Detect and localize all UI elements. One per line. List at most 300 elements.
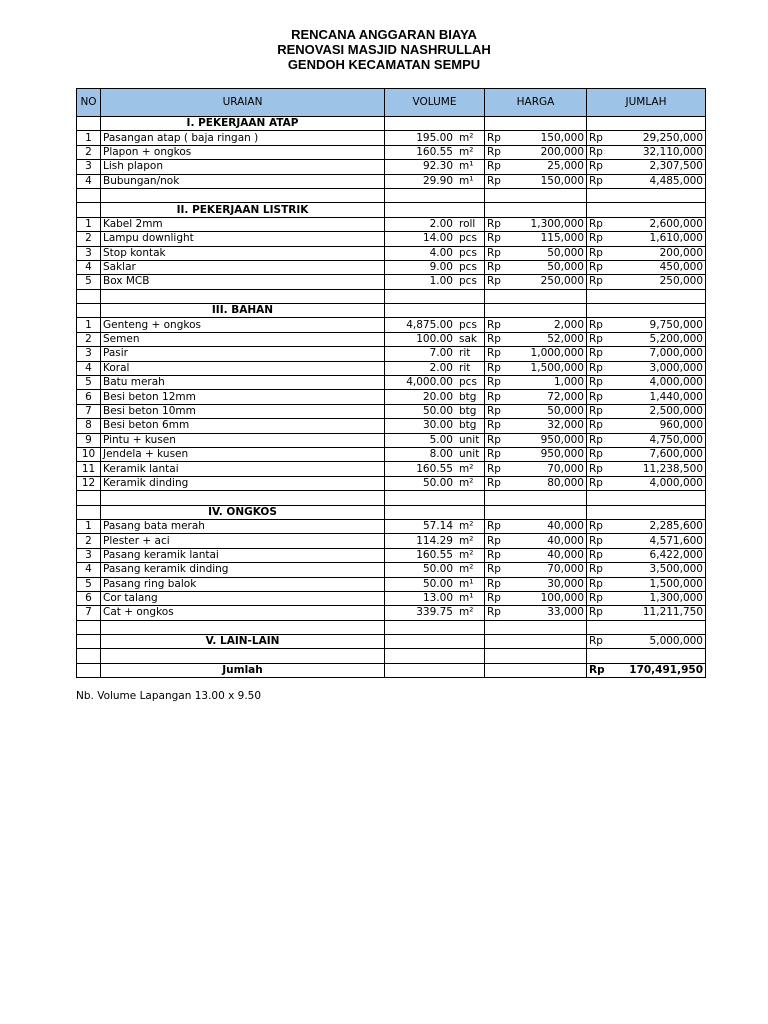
currency-label: Rp xyxy=(589,376,603,389)
empty-cell xyxy=(587,491,706,505)
item-volume xyxy=(385,174,485,188)
item-harga-content xyxy=(487,606,584,619)
item-no: 3 xyxy=(77,548,101,562)
item-harga xyxy=(485,462,587,476)
volume-unit: m² xyxy=(459,534,474,547)
item-volume xyxy=(385,462,485,476)
item-no: 4 xyxy=(77,260,101,274)
item-harga xyxy=(485,376,587,390)
item-harga xyxy=(485,361,587,375)
currency-label: Rp xyxy=(487,592,501,605)
empty-cell xyxy=(587,117,706,131)
currency-label: Rp xyxy=(487,606,501,619)
item-harga xyxy=(485,217,587,231)
currency-label: Rp xyxy=(487,433,501,446)
item-jumlah-content xyxy=(589,175,703,188)
section-title: II. PEKERJAAN LISTRIK xyxy=(101,203,385,217)
volume-unit: btg xyxy=(459,390,477,403)
item-harga-value: 25,000 xyxy=(547,160,584,173)
document-title: RENCANA ANGGARAN BIAYA xyxy=(291,27,477,42)
volume-value: 4,000.00 xyxy=(406,376,453,389)
item-description: Bubungan/nok xyxy=(101,174,385,188)
item-volume xyxy=(385,145,485,159)
item-harga-content xyxy=(487,535,584,548)
item-jumlah xyxy=(587,447,706,461)
item-no: 9 xyxy=(77,433,101,447)
currency-label: Rp xyxy=(487,145,501,158)
item-jumlah xyxy=(587,260,706,274)
item-harga xyxy=(485,548,587,562)
item-jumlah-content xyxy=(589,218,703,231)
table-row xyxy=(77,246,706,260)
item-no: 7 xyxy=(77,404,101,418)
empty-cell xyxy=(77,117,101,131)
header-volume: VOLUME xyxy=(385,89,485,117)
item-harga xyxy=(485,318,587,332)
table-row xyxy=(77,548,706,562)
currency-label: Rp xyxy=(487,217,501,230)
table-header-row xyxy=(77,89,706,117)
empty-cell xyxy=(485,491,587,505)
item-harga xyxy=(485,232,587,246)
item-harga xyxy=(485,447,587,461)
item-no: 5 xyxy=(77,577,101,591)
item-description: Pasir xyxy=(101,347,385,361)
volume-unit: m¹ xyxy=(459,577,474,590)
table-row xyxy=(77,419,706,433)
item-jumlah-content xyxy=(589,347,703,360)
item-volume xyxy=(385,376,485,390)
table-row xyxy=(77,376,706,390)
empty-cell xyxy=(385,620,485,634)
spacer-row xyxy=(77,188,706,202)
volume-value: 20.00 xyxy=(422,390,453,403)
item-description: Pasangan atap ( baja ringan ) xyxy=(101,131,385,145)
currency-label: Rp xyxy=(487,361,501,374)
item-harga xyxy=(485,476,587,490)
volume-value: 7.00 xyxy=(429,347,453,360)
volume-value: 29.90 xyxy=(422,174,453,187)
currency-label: Rp xyxy=(487,347,501,360)
item-no: 12 xyxy=(77,476,101,490)
currency-label: Rp xyxy=(589,217,603,230)
volume-unit: btg xyxy=(459,419,477,432)
item-harga xyxy=(485,160,587,174)
item-description: Semen xyxy=(101,332,385,346)
item-harga-content xyxy=(487,592,584,605)
table-row xyxy=(77,433,706,447)
item-jumlah-value: 2,307,500 xyxy=(649,160,703,173)
item-description: Cor talang xyxy=(101,591,385,605)
empty-cell xyxy=(385,203,485,217)
currency-label: Rp xyxy=(589,520,603,533)
volume-unit: pcs xyxy=(459,376,477,389)
item-harga xyxy=(485,145,587,159)
volume-value: 13.00 xyxy=(422,592,453,605)
item-harga-value: 200,000 xyxy=(540,145,584,158)
total-jumlah-content xyxy=(589,664,703,677)
item-volume xyxy=(385,519,485,533)
item-harga xyxy=(485,606,587,620)
item-harga xyxy=(485,419,587,433)
volume-unit: m² xyxy=(459,548,474,561)
currency-label: Rp xyxy=(589,476,603,489)
item-harga-value: 1,000,000 xyxy=(530,347,584,360)
item-jumlah-content xyxy=(589,592,703,605)
item-jumlah-value: 1,440,000 xyxy=(649,390,703,403)
item-no: 1 xyxy=(77,217,101,231)
currency-label: Rp xyxy=(487,390,501,403)
table-row xyxy=(77,563,706,577)
item-jumlah-value: 250,000 xyxy=(659,275,703,288)
item-jumlah-content xyxy=(589,160,703,173)
empty-cell xyxy=(587,304,706,318)
item-volume xyxy=(385,606,485,620)
empty-cell xyxy=(587,505,706,519)
item-description: Cat + ongkos xyxy=(101,606,385,620)
table-row xyxy=(77,318,706,332)
item-jumlah xyxy=(587,563,706,577)
item-harga-value: 50,000 xyxy=(547,405,584,417)
item-no: 6 xyxy=(77,591,101,605)
item-harga-value: 40,000 xyxy=(547,548,584,561)
item-description: Besi beton 6mm xyxy=(101,419,385,433)
item-harga-content xyxy=(487,405,584,418)
currency-label: Rp xyxy=(487,131,501,144)
item-jumlah xyxy=(587,332,706,346)
item-jumlah-value: 960,000 xyxy=(659,419,703,432)
item-jumlah-value: 6,422,000 xyxy=(649,548,703,561)
volume-value: 2.00 xyxy=(429,361,453,374)
volume-unit: unit xyxy=(459,448,480,461)
item-jumlah-content xyxy=(589,463,703,476)
item-jumlah-value: 11,238,500 xyxy=(642,462,703,475)
item-harga-value: 150,000 xyxy=(540,131,584,144)
item-harga-value: 72,000 xyxy=(547,390,584,403)
section-header-row xyxy=(77,505,706,519)
section-title: IV. ONGKOS xyxy=(101,505,385,519)
item-harga-content xyxy=(487,477,584,490)
item-jumlah-content xyxy=(589,448,703,461)
item-jumlah xyxy=(587,217,706,231)
item-harga-content xyxy=(487,319,584,332)
table-body xyxy=(77,117,706,678)
item-harga-content xyxy=(487,549,584,562)
item-jumlah xyxy=(587,246,706,260)
total-label: Jumlah xyxy=(101,663,385,677)
empty-cell xyxy=(485,649,587,663)
header-harga: HARGA xyxy=(485,89,587,117)
item-volume xyxy=(385,260,485,274)
empty-cell xyxy=(485,635,587,649)
item-description: Besi beton 10mm xyxy=(101,404,385,418)
item-harga-value: 70,000 xyxy=(547,563,584,576)
item-jumlah xyxy=(587,419,706,433)
item-volume xyxy=(385,577,485,591)
table-row xyxy=(77,131,706,145)
item-description: Plapon + ongkos xyxy=(101,145,385,159)
item-jumlah xyxy=(587,232,706,246)
item-harga xyxy=(485,591,587,605)
item-description: Pintu + kusen xyxy=(101,433,385,447)
item-jumlah xyxy=(587,131,706,145)
volume-unit: pcs xyxy=(459,275,477,288)
item-harga-value: 40,000 xyxy=(547,534,584,547)
item-jumlah-content xyxy=(589,563,703,576)
empty-cell xyxy=(485,203,587,217)
currency-label: Rp xyxy=(589,131,603,144)
table-row xyxy=(77,260,706,274)
header-uraian: URAIAN xyxy=(101,89,385,117)
item-description: Box MCB xyxy=(101,275,385,289)
empty-cell xyxy=(385,505,485,519)
volume-value: 8.00 xyxy=(429,448,453,461)
item-jumlah-content xyxy=(589,362,703,375)
currency-label: Rp xyxy=(589,232,603,245)
table-row xyxy=(77,390,706,404)
volume-value: 114.29 xyxy=(416,534,453,547)
lain-lain-jumlah-value: 5,000,000 xyxy=(649,635,703,648)
item-harga-value: 40,000 xyxy=(547,520,584,533)
currency-label: Rp xyxy=(589,635,603,648)
item-description: Pasang keramik dinding xyxy=(101,563,385,577)
currency-label: Rp xyxy=(487,160,501,173)
item-harga-content xyxy=(487,160,584,173)
item-jumlah-value: 3,500,000 xyxy=(649,563,703,576)
table-row xyxy=(77,591,706,605)
currency-label: Rp xyxy=(589,390,603,403)
item-harga xyxy=(485,275,587,289)
volume-unit: m² xyxy=(459,606,474,619)
currency-label: Rp xyxy=(589,318,603,331)
currency-label: Rp xyxy=(487,462,501,475)
item-no: 1 xyxy=(77,131,101,145)
currency-label: Rp xyxy=(589,577,603,590)
volume-value: 9.00 xyxy=(429,261,453,274)
item-jumlah-value: 4,000,000 xyxy=(649,476,703,489)
item-volume xyxy=(385,332,485,346)
volume-unit: m¹ xyxy=(459,160,474,173)
item-description: Pasang bata merah xyxy=(101,519,385,533)
item-harga-content xyxy=(487,434,584,447)
item-harga-content xyxy=(487,578,584,591)
empty-cell xyxy=(485,117,587,131)
item-jumlah xyxy=(587,347,706,361)
item-harga xyxy=(485,332,587,346)
item-jumlah-content xyxy=(589,261,703,274)
item-harga-value: 1,000 xyxy=(553,376,584,389)
item-jumlah xyxy=(587,275,706,289)
volume-unit: rit xyxy=(459,361,471,374)
item-description: Pasang keramik lantai xyxy=(101,548,385,562)
item-harga-content xyxy=(487,275,584,288)
item-harga xyxy=(485,563,587,577)
item-description: Lish plapon xyxy=(101,160,385,174)
item-jumlah-value: 1,500,000 xyxy=(649,577,703,590)
item-jumlah xyxy=(587,462,706,476)
currency-label: Rp xyxy=(589,347,603,360)
currency-label: Rp xyxy=(487,577,501,590)
item-volume xyxy=(385,534,485,548)
volume-value: 50.00 xyxy=(422,577,453,590)
volume-unit: m² xyxy=(459,462,474,475)
empty-cell xyxy=(77,289,101,303)
currency-label: Rp xyxy=(487,318,501,331)
empty-cell xyxy=(385,289,485,303)
currency-label: Rp xyxy=(589,664,605,677)
item-jumlah-value: 5,200,000 xyxy=(649,333,703,346)
total-jumlah xyxy=(587,663,706,677)
item-jumlah-content xyxy=(589,419,703,432)
item-jumlah-content xyxy=(589,405,703,418)
item-harga-value: 950,000 xyxy=(540,433,584,446)
item-description: Koral xyxy=(101,361,385,375)
item-jumlah xyxy=(587,145,706,159)
table-row xyxy=(77,232,706,246)
volume-unit: roll xyxy=(459,217,476,230)
volume-unit: m² xyxy=(459,131,474,144)
volume-value: 4.00 xyxy=(429,246,453,259)
item-jumlah xyxy=(587,433,706,447)
item-harga-value: 1,300,000 xyxy=(530,217,584,230)
item-volume xyxy=(385,390,485,404)
currency-label: Rp xyxy=(487,333,501,346)
item-harga-value: 52,000 xyxy=(547,333,584,346)
currency-label: Rp xyxy=(487,261,501,274)
table-row xyxy=(77,174,706,188)
item-harga xyxy=(485,246,587,260)
item-no: 4 xyxy=(77,361,101,375)
item-harga-value: 30,000 xyxy=(547,577,584,590)
item-no: 2 xyxy=(77,145,101,159)
volume-value: 50.00 xyxy=(422,405,453,417)
item-harga xyxy=(485,534,587,548)
item-jumlah-content xyxy=(589,319,703,332)
header-jumlah: JUMLAH xyxy=(587,89,706,117)
item-description: Jendela + kusen xyxy=(101,447,385,461)
currency-label: Rp xyxy=(589,419,603,432)
currency-label: Rp xyxy=(487,376,501,389)
item-volume xyxy=(385,232,485,246)
item-jumlah-value: 4,750,000 xyxy=(649,433,703,446)
empty-cell xyxy=(77,203,101,217)
item-harga-value: 50,000 xyxy=(547,261,584,274)
item-no: 1 xyxy=(77,318,101,332)
item-jumlah xyxy=(587,476,706,490)
volume-unit: sak xyxy=(459,333,477,346)
item-jumlah-value: 4,000,000 xyxy=(649,376,703,389)
empty-cell xyxy=(485,304,587,318)
item-jumlah xyxy=(587,160,706,174)
currency-label: Rp xyxy=(487,520,501,533)
item-jumlah-content xyxy=(589,434,703,447)
item-volume xyxy=(385,361,485,375)
volume-value: 5.00 xyxy=(429,433,453,446)
spacer-row xyxy=(77,491,706,505)
volume-unit: rit xyxy=(459,347,471,360)
currency-label: Rp xyxy=(487,419,501,432)
volume-value: 14.00 xyxy=(422,232,453,245)
item-harga xyxy=(485,131,587,145)
item-harga-content xyxy=(487,247,584,260)
item-jumlah-value: 2,285,600 xyxy=(649,520,703,533)
volume-value: 100.00 xyxy=(416,333,453,346)
currency-label: Rp xyxy=(589,548,603,561)
volume-value: 1.00 xyxy=(429,275,453,288)
empty-cell xyxy=(485,188,587,202)
item-volume xyxy=(385,419,485,433)
item-jumlah-value: 9,750,000 xyxy=(649,318,703,331)
spacer-row xyxy=(77,289,706,303)
item-harga-value: 950,000 xyxy=(540,448,584,461)
item-no: 11 xyxy=(77,462,101,476)
empty-cell xyxy=(77,635,101,649)
item-jumlah-value: 1,610,000 xyxy=(649,232,703,245)
empty-cell xyxy=(385,649,485,663)
currency-label: Rp xyxy=(589,174,603,187)
item-no: 3 xyxy=(77,246,101,260)
item-harga-content xyxy=(487,146,584,159)
item-no: 2 xyxy=(77,332,101,346)
item-jumlah-content xyxy=(589,535,703,548)
item-no: 2 xyxy=(77,534,101,548)
volume-note: Nb. Volume Lapangan 13.00 x 9.50 xyxy=(76,690,262,702)
volume-unit: pcs xyxy=(459,232,477,245)
section-title: III. BAHAN xyxy=(101,304,385,318)
table-row xyxy=(77,332,706,346)
item-harga-content xyxy=(487,232,584,245)
item-description: Besi beton 12mm xyxy=(101,390,385,404)
item-no: 1 xyxy=(77,519,101,533)
volume-unit: btg xyxy=(459,405,477,417)
empty-cell xyxy=(101,289,385,303)
item-jumlah-value: 2,500,000 xyxy=(649,405,703,417)
item-jumlah xyxy=(587,390,706,404)
empty-cell xyxy=(485,505,587,519)
empty-cell xyxy=(485,289,587,303)
volume-value: 57.14 xyxy=(422,520,453,533)
item-harga-content xyxy=(487,362,584,375)
document-subtitle-project: RENOVASI MASJID NASHRULLAH xyxy=(277,42,491,57)
item-jumlah xyxy=(587,361,706,375)
item-jumlah-value: 7,000,000 xyxy=(649,347,703,360)
item-harga xyxy=(485,433,587,447)
table-row xyxy=(77,160,706,174)
document-subtitle-location: GENDOH KECAMATAN SEMPU xyxy=(287,57,481,72)
item-harga-value: 115,000 xyxy=(540,232,584,245)
empty-cell xyxy=(587,649,706,663)
total-jumlah-value: 170,491,950 xyxy=(629,664,703,677)
item-jumlah xyxy=(587,376,706,390)
item-harga xyxy=(485,390,587,404)
item-description: Plester + aci xyxy=(101,534,385,548)
item-harga-content xyxy=(487,218,584,231)
currency-label: Rp xyxy=(589,361,603,374)
item-harga-value: 150,000 xyxy=(540,174,584,187)
item-volume xyxy=(385,160,485,174)
item-jumlah-content xyxy=(589,549,703,562)
volume-unit: m² xyxy=(459,476,474,489)
spacer-row xyxy=(77,649,706,663)
item-harga-value: 2,000 xyxy=(553,318,584,331)
item-harga-content xyxy=(487,419,584,432)
item-description: Keramik dinding xyxy=(101,476,385,490)
item-harga xyxy=(485,347,587,361)
empty-cell xyxy=(77,663,101,677)
section-header-row xyxy=(77,203,706,217)
item-harga-content xyxy=(487,347,584,360)
item-no: 5 xyxy=(77,275,101,289)
